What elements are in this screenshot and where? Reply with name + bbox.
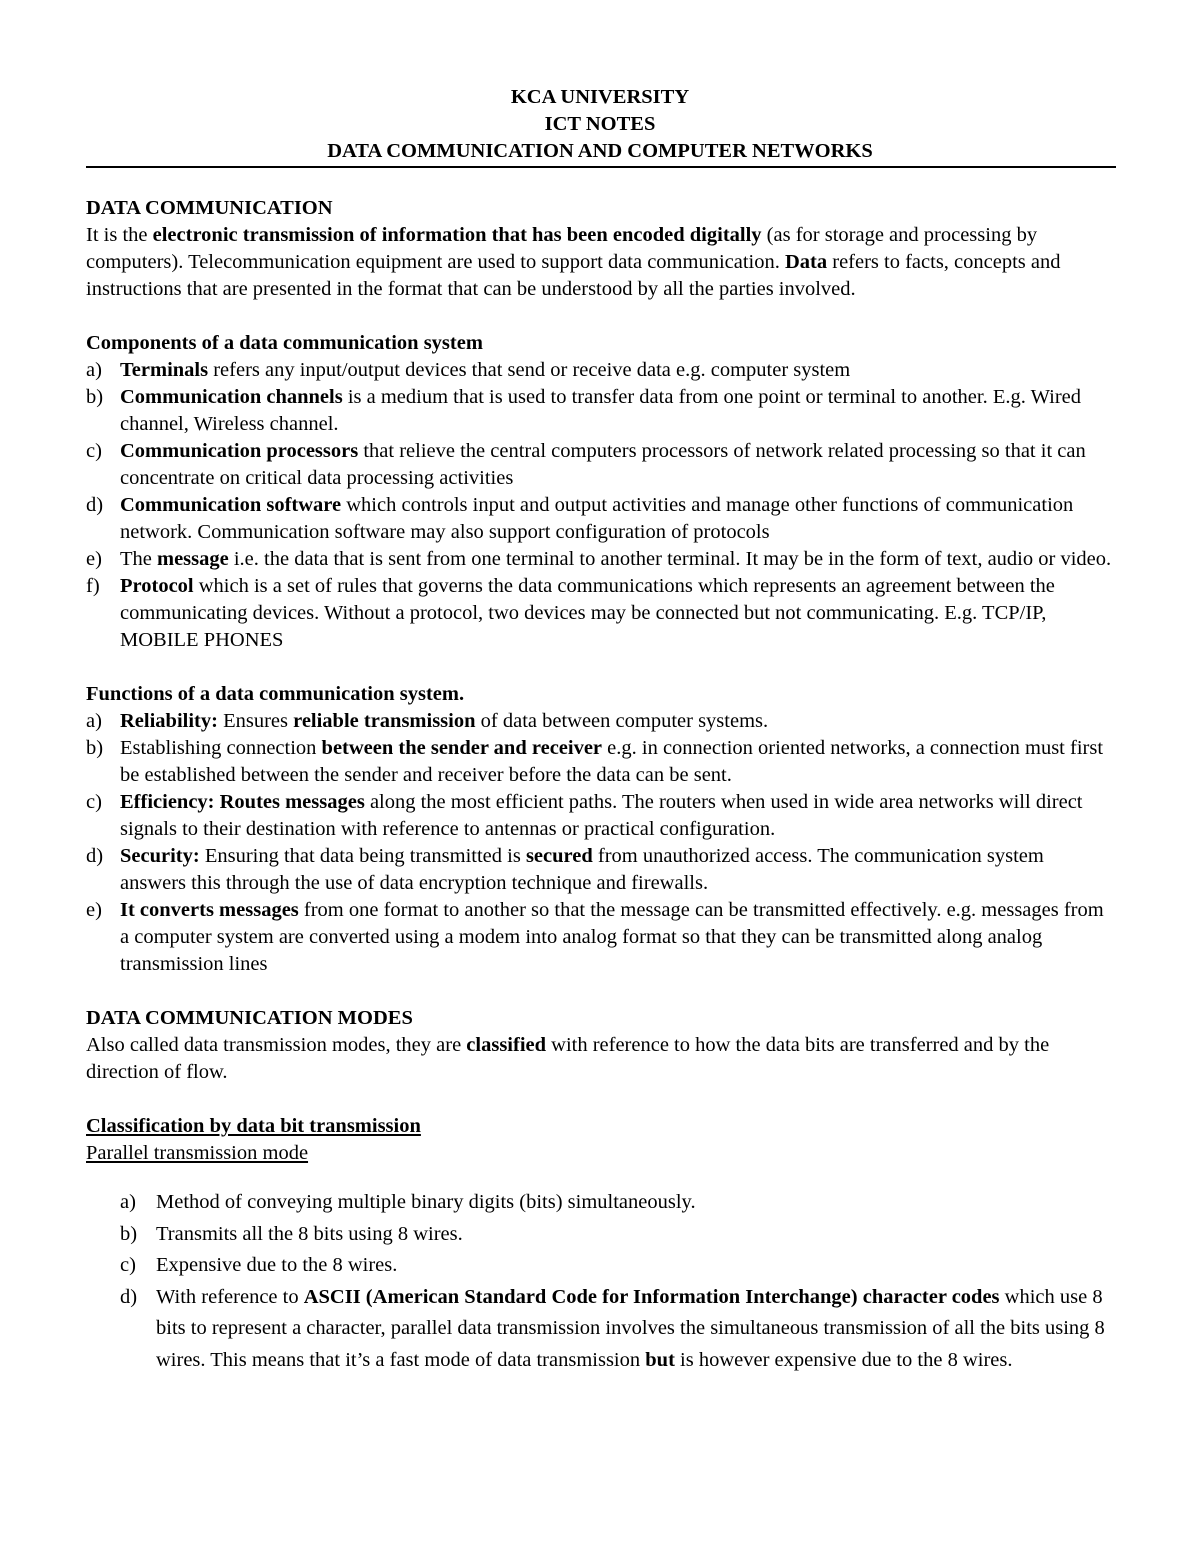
bold-span: Terminals <box>120 359 209 381</box>
list-item <box>120 1187 1114 1219</box>
document-header <box>86 84 1114 165</box>
list-item <box>120 1219 1114 1251</box>
text-span: With reference to <box>156 1285 304 1308</box>
bold-span: ASCII (American Standard Code for Information Interchange) character codes <box>303 1285 1000 1308</box>
list-item <box>86 735 1114 789</box>
text-span: with reference to how the data bits are transferred and by the direction of flow. <box>86 1034 1050 1083</box>
list-label: e) <box>86 899 102 921</box>
list-label: b) <box>86 737 104 759</box>
list-label: f) <box>86 575 100 597</box>
bold-span: Security: <box>120 845 200 867</box>
text-span: from one format to another so that the message can be transmitted effectively. e.g. messages from a computer system are converted using a modem into analog format so that they can be transmitted along analog transmission lines <box>120 899 1104 975</box>
bold-span: but <box>645 1348 675 1371</box>
subsection-title: Parallel transmission mode <box>86 1142 309 1164</box>
list-item <box>86 546 1114 573</box>
list-label: a) <box>86 710 102 732</box>
spacer <box>86 303 1114 330</box>
list-item <box>120 1282 1114 1377</box>
list-item <box>86 843 1114 897</box>
bold-span: electronic transmission of information that has been encoded digitally <box>152 224 762 246</box>
text-span: which use 8 bits to represent a character, parallel data transmission involves the simultaneous transmission of all the bits using 8 wires. This means that it’s a fast mode of data transmission <box>156 1285 1105 1371</box>
list-label: b) <box>86 386 104 408</box>
bold-span: message <box>157 548 229 570</box>
list-item <box>86 789 1114 843</box>
list-item <box>86 384 1114 438</box>
list-item <box>86 897 1114 978</box>
list-label: a) <box>120 1191 136 1213</box>
bold-span: Communication channels <box>120 386 343 408</box>
notes-title: ICT NOTES <box>544 113 656 135</box>
text-span: along the most efficient paths. The routers when used in wide area networks will direct signals to their destination with reference to antennas or practical configuration. <box>120 791 1083 840</box>
section-title: Components of a data communication system <box>86 332 483 354</box>
bold-span: Communication software <box>120 494 342 516</box>
bold-span: It converts messages <box>120 899 299 921</box>
section-paragraph <box>86 222 1114 303</box>
text-span: Transmits all the 8 bits using 8 wires. <box>156 1222 463 1245</box>
bold-span: Efficiency: Routes messages <box>120 791 365 813</box>
section-functions <box>86 681 1114 978</box>
section-title: DATA COMMUNICATION <box>86 197 333 219</box>
components-list <box>86 357 1114 654</box>
text-span: which controls input and output activities and manage other functions of communication network. Communication software may also support configuration of protocols <box>120 494 1074 543</box>
bold-span: between the sender and receiver <box>321 737 603 759</box>
list-label: c) <box>86 440 102 462</box>
list-item <box>86 492 1114 546</box>
bold-span: Protocol <box>120 575 194 597</box>
bold-span: Data <box>784 251 828 273</box>
list-label: d) <box>86 494 104 516</box>
text-span: The <box>120 548 157 570</box>
text-span: Also called data transmission modes, they are <box>86 1034 467 1056</box>
text-span: which is a set of rules that governs the data communications which represents an agreement between the communicating devices. Without a protocol, two devices may be connected but not communicating. E.g. TCP/IP, MOBILE PHONES <box>120 575 1055 651</box>
text-span: of data between computer systems. <box>475 710 769 732</box>
text-span: Establishing connection <box>120 737 322 759</box>
list-item <box>86 573 1114 654</box>
spacer <box>86 1167 1114 1187</box>
text-span: Ensures <box>217 710 294 732</box>
section-modes <box>86 1005 1114 1086</box>
spacer <box>86 654 1114 681</box>
list-item <box>86 708 1114 735</box>
spacer <box>86 978 1114 1005</box>
list-label: d) <box>86 845 104 867</box>
text-span: It is the <box>86 224 153 246</box>
section-paragraph <box>86 1032 1114 1086</box>
spacer <box>86 1086 1114 1113</box>
text-span: that relieve the central computers processors of network related processing so that it can concentrate on critical data processing activities <box>120 440 1086 489</box>
bold-span: secured <box>525 845 593 867</box>
bold-span: Reliability: <box>120 710 218 732</box>
course-title: DATA COMMUNICATION AND COMPUTER NETWORKS <box>327 140 873 162</box>
section-title: DATA COMMUNICATION MODES <box>86 1007 413 1029</box>
text-span: from unauthorized access. The communication system answers this through the use of data encryption technique and firewalls. <box>120 845 1044 894</box>
list-label: a) <box>86 359 102 381</box>
functions-list <box>86 708 1114 978</box>
text-span: refers to facts, concepts and instructions that are presented in the format that can be understood by all the parties involved. <box>86 251 1061 300</box>
list-label: d) <box>120 1285 138 1308</box>
list-label: c) <box>120 1254 136 1276</box>
list-label: c) <box>86 791 102 813</box>
text-span: Expensive due to the 8 wires. <box>156 1254 398 1276</box>
bold-span: reliable transmission <box>293 710 476 732</box>
text-span: is however expensive due to the 8 wires. <box>674 1348 1013 1371</box>
text-span: Method of conveying multiple binary digits (bits) simultaneously. <box>156 1191 696 1213</box>
list-label: e) <box>86 548 102 570</box>
bold-span: Communication processors <box>120 440 359 462</box>
section-data-communication <box>86 195 1114 303</box>
section-title: Functions of a data communication system. <box>86 683 465 705</box>
text-span: is a medium that is used to transfer data from one point or terminal to another. E.g. Wired channel, Wireless channel. <box>120 386 1082 435</box>
list-item <box>86 438 1114 492</box>
section-components <box>86 330 1114 654</box>
list-label: b) <box>120 1222 138 1245</box>
section-title: Classification by data bit transmission <box>86 1115 421 1137</box>
parallel-list <box>86 1187 1114 1376</box>
text-span: i.e. the data that is sent from one terminal to another terminal. It may be in the form of text, audio or video. <box>228 548 1112 570</box>
text-span: e.g. in connection oriented networks, a connection must first be established between the sender and receiver before the data can be sent. <box>120 737 1104 786</box>
university-name: KCA UNIVERSITY <box>510 86 690 108</box>
list-item <box>120 1250 1114 1282</box>
section-classification <box>86 1113 1114 1376</box>
list-item <box>86 357 1114 384</box>
text-span: Ensuring that data being transmitted is <box>199 845 526 867</box>
text-span: (as for storage and processing by computers). Telecommunication equipment are used to support data communication. <box>86 224 1038 273</box>
text-span: refers any input/output devices that send or receive data e.g. computer system <box>208 359 851 381</box>
bold-span: classified <box>466 1034 547 1056</box>
